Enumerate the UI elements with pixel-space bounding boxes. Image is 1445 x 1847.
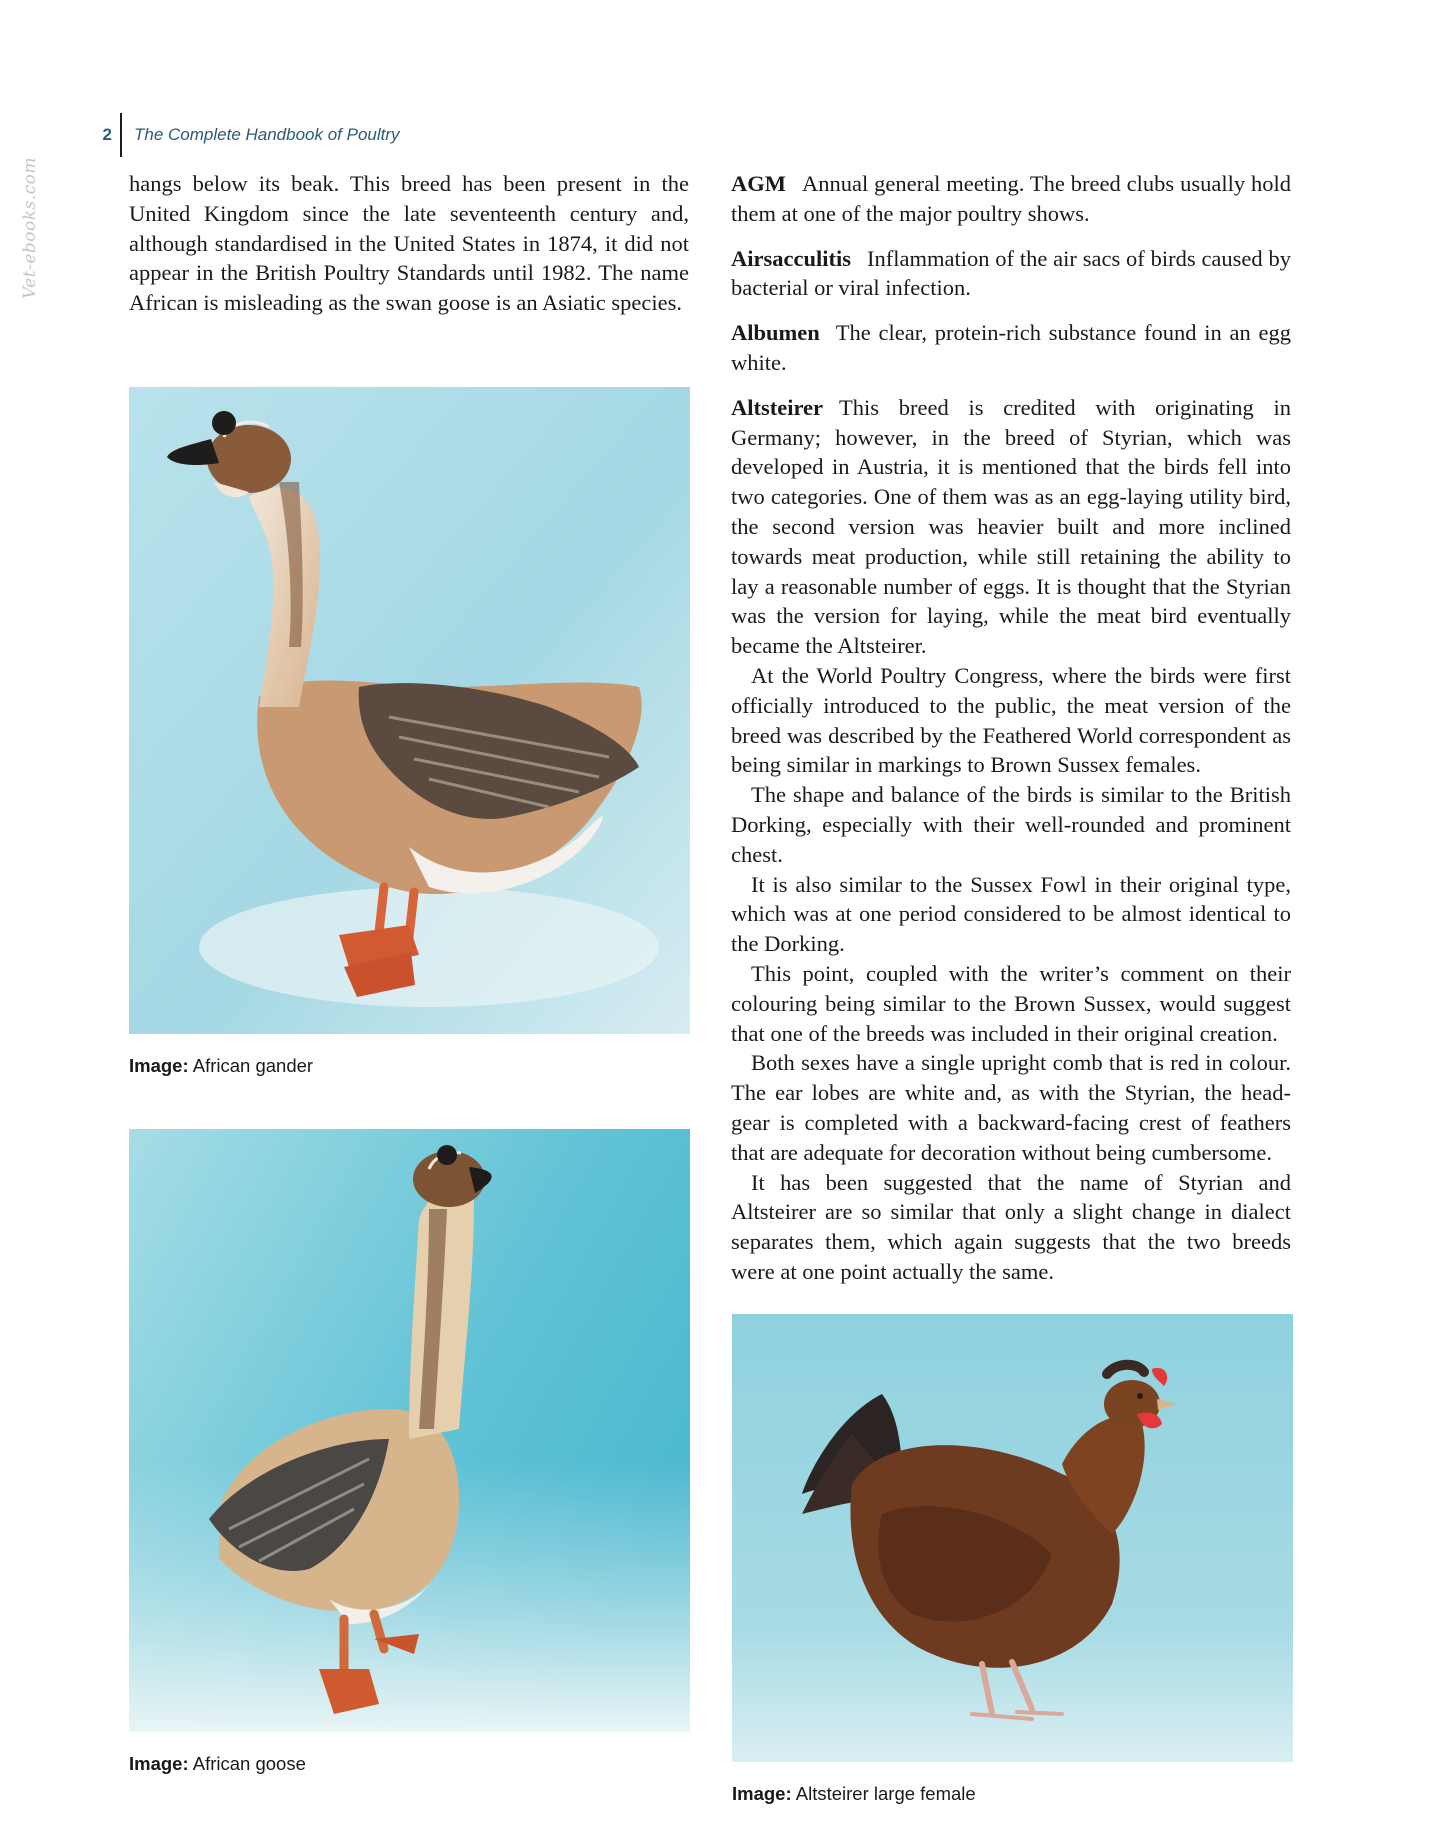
glossary-definition: Annual general meeting. The breed clubs usually hold them at one of the major poultry shows.	[731, 171, 1291, 226]
photo-altsteirer-female	[732, 1314, 1293, 1762]
caption-text: African gander	[192, 1055, 314, 1076]
glossary-term: AGM	[731, 171, 786, 196]
body-paragraph: It is also similar to the Sussex Fowl in their original type, which was at one period considered to be almost identical to the Dorking.	[731, 871, 1291, 957]
glossary-term: Airsacculitis	[731, 245, 851, 271]
body-paragraph: This point, coupled with the writer’s comment on their colouring being similar to the Brown Sussex, would suggest that one of the breeds was included in their original creation.	[731, 960, 1291, 1046]
caption-text: Altsteirer large female	[795, 1783, 976, 1804]
caption-label: Image:	[732, 1783, 792, 1804]
watermark-text: Vet-ebooks.com	[20, 156, 40, 300]
photo-african-gander	[129, 387, 690, 1034]
glossary-term: Altsteirer	[731, 394, 824, 420]
caption-african-gander	[129, 1055, 313, 1077]
glossary-term: Albumen	[731, 320, 820, 346]
glossary-definition: This breed is credited with originating in Germany; however, in the breed of Styrian, which was developed in Austria, it is mentioned that the birds fell into two categories. One of them was as an egg-laying utility bird, the second version was heavier built and more inclined towards meat production, while still retaining the ability to lay a reasonable number of eggs. It is thought that the Styrian was the version for laying, while the meat bird eventually became the Altsteirer.	[731, 394, 1291, 659]
glossary-definition: Inflammation of the air sacs of birds caused by bacterial or viral infection.	[731, 245, 1291, 301]
caption-altsteirer-female	[732, 1783, 976, 1805]
body-paragraph: Both sexes have a single upright comb that is red in colour. The ear lobes are white and, as with the Styrian, the head-gear is completed with a backward-facing crest of feathers that are adequate for decoration without being cumbersome.	[731, 1050, 1291, 1165]
body-paragraph: It has been suggested that the name of Styrian and Altsteirer are so similar that only a slight change in dialect separates them, which again suggests that the two breeds were at one point actually the same.	[731, 1169, 1291, 1284]
photo-african-goose	[129, 1129, 690, 1732]
caption-african-goose	[129, 1753, 306, 1775]
glossary-entry-albumen	[731, 318, 1291, 378]
glossary-entry-agm	[731, 169, 1291, 229]
glossary-entry-altsteirer	[731, 393, 1291, 661]
caption-text: African goose	[192, 1753, 306, 1774]
body-paragraph: At the World Poultry Congress, where the birds were first officially introduced to the public, the meat version of the breed was described by the Feathered World correspondent as being similar in markings to Brown Sussex females.	[731, 662, 1291, 778]
glossary-entry-airsacculitis	[731, 244, 1291, 304]
right-column	[731, 169, 1291, 1287]
left-column	[129, 169, 689, 318]
caption-label: Image:	[129, 1753, 189, 1774]
running-head	[94, 113, 400, 157]
header-divider	[120, 113, 122, 157]
glossary-definition: The clear, protein-rich substance found in an egg white.	[731, 320, 1291, 375]
book-title: The Complete Handbook of Poultry	[134, 125, 400, 144]
caption-label: Image:	[129, 1055, 189, 1076]
watermark	[6, 148, 54, 308]
page-number: 2	[102, 125, 112, 144]
body-paragraph: The shape and balance of the birds is similar to the British Dorking, especially with their well-rounded and prominent chest.	[731, 782, 1291, 867]
continued-paragraph: hangs below its beak. This breed has been present in the United Kingdom since the late seventeenth century and, although standardised in the United States in 1874, it did not appear in the British Poultry Standards until 1982. The name African is misleading as the swan goose is an Asiatic species.	[129, 171, 689, 316]
